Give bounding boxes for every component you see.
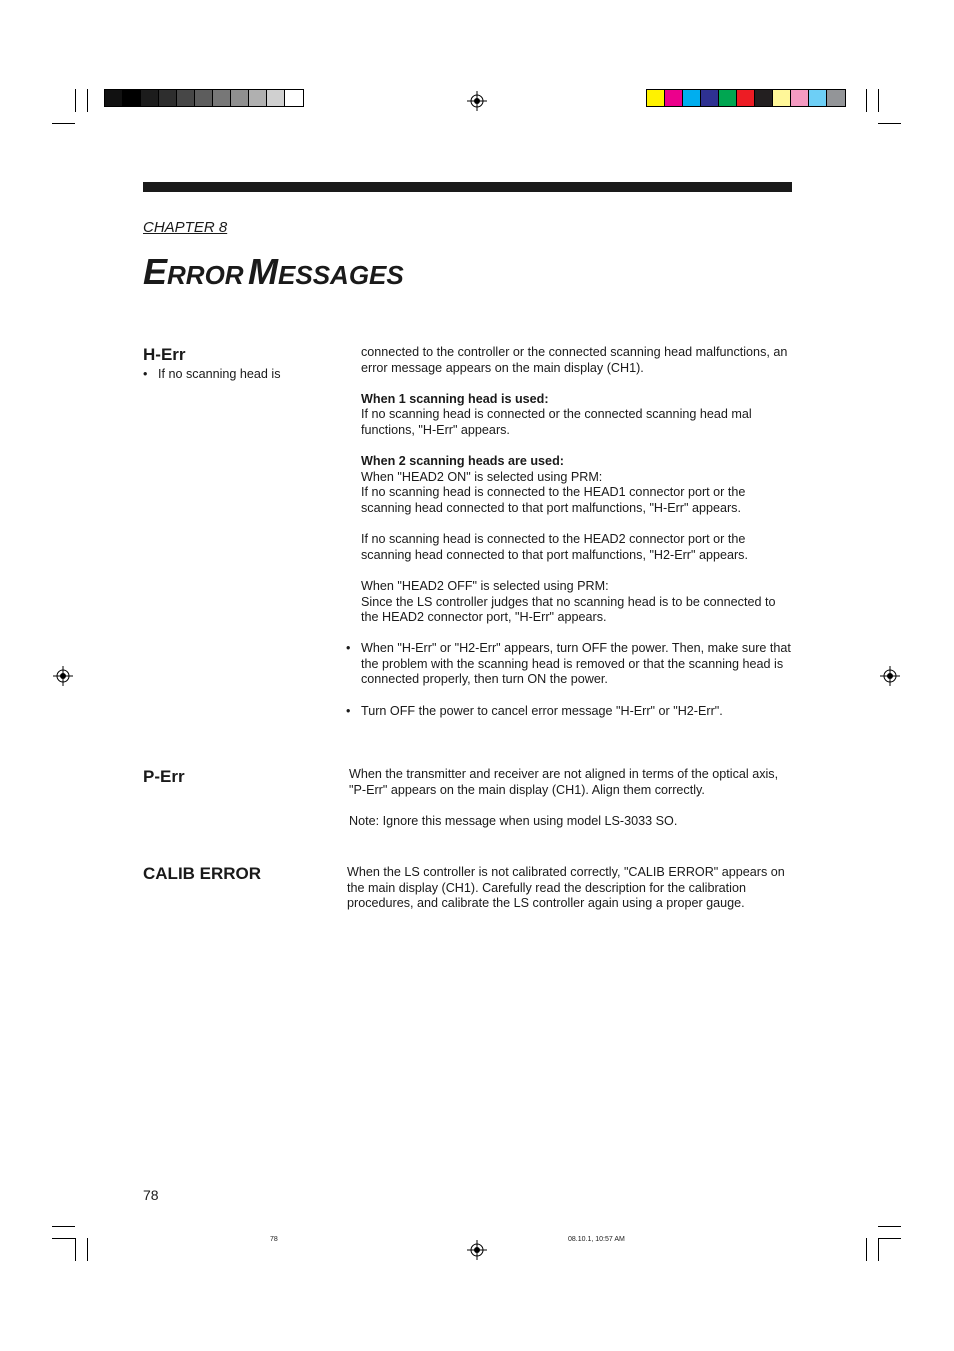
head2-on-text1: If no scanning head is connected to the HEAD1 connector port or the scanning head connected to that port malfunctions, "H-Err" appears. bbox=[361, 485, 746, 515]
color-swatch bbox=[773, 90, 791, 106]
color-swatch bbox=[195, 90, 213, 106]
p-err-text: When the transmitter and receiver are not aligned in terms of the optical axis, "P-Err" appears on the main display (CH1). Align them correctly. bbox=[349, 767, 779, 797]
crop-mark bbox=[75, 1238, 76, 1261]
crop-mark bbox=[878, 1238, 901, 1239]
p-err-body bbox=[349, 767, 779, 829]
registration-target-icon bbox=[880, 666, 900, 686]
p-err-note: Note: Ignore this message when using model LS-3033 SO. bbox=[349, 813, 678, 828]
crop-mark bbox=[52, 123, 75, 124]
color-swatch bbox=[701, 90, 719, 106]
color-swatch bbox=[665, 90, 683, 106]
title-initial: E bbox=[143, 251, 168, 292]
h-err-intro: connected to the controller or the connected scanning head malfunctions, an error message appears on the main display (CH1). bbox=[361, 345, 788, 375]
header-rule bbox=[143, 182, 792, 192]
calib-error-text: When the LS controller is not calibrated correctly, "CALIB ERROR" appears on the main display (CH1). Carefully read the description for the calibration procedures, and calibrate the LS controller again using a proper gauge. bbox=[347, 865, 785, 911]
color-swatch bbox=[791, 90, 809, 106]
crop-mark bbox=[52, 1226, 75, 1227]
head2-on-text2: If no scanning head is connected to the HEAD2 connector port or the scanning head connected to that port malfunctions, "H2-Err" appears. bbox=[361, 532, 748, 562]
page-number: 78 bbox=[143, 1187, 159, 1203]
h-err-bullet-left: • If no scanning head is bbox=[143, 367, 358, 383]
crop-mark bbox=[87, 89, 88, 112]
registration-target-icon bbox=[53, 666, 73, 686]
color-swatch bbox=[737, 90, 755, 106]
crop-mark bbox=[878, 123, 901, 124]
crop-mark bbox=[878, 1238, 879, 1261]
color-swatch bbox=[683, 90, 701, 106]
two-heads-heading: When 2 scanning heads are used: bbox=[361, 454, 564, 469]
crop-mark bbox=[878, 1226, 901, 1227]
head2-off-text: Since the LS controller judges that no scanning head is to be connected to the HEAD2 connector port, "H-Err" appears. bbox=[361, 594, 776, 625]
chapter-label: CHAPTER 8 bbox=[143, 219, 228, 236]
section-heading-h-err: H-Err bbox=[143, 345, 186, 364]
color-swatch bbox=[827, 90, 845, 106]
head2-on-label: When "HEAD2 ON" is selected using PRM: bbox=[361, 469, 603, 484]
color-swatch bbox=[213, 90, 231, 106]
color-swatch bbox=[285, 90, 303, 106]
color-swatch bbox=[249, 90, 267, 106]
color-swatch bbox=[159, 90, 177, 106]
section-heading-calib-error: CALIB ERROR bbox=[143, 864, 262, 883]
registration-target-icon bbox=[467, 1240, 487, 1260]
one-head-heading: When 1 scanning head is used: bbox=[361, 391, 549, 406]
crop-mark bbox=[87, 1238, 88, 1261]
color-swatch bbox=[267, 90, 285, 106]
crop-mark bbox=[75, 89, 76, 112]
color-swatch bbox=[719, 90, 737, 106]
color-swatch bbox=[141, 90, 159, 106]
one-head-text: If no scanning head is connected or the connected scanning head mal functions, "H-Err" appears. bbox=[361, 407, 752, 437]
color-swatch bbox=[105, 90, 123, 106]
title-initial: M bbox=[248, 251, 279, 292]
calib-error-body bbox=[347, 865, 792, 912]
h-err-bullet-1: • When "H-Err" or "H2-Err" appears, turn OFF the power. Then, make sure that the problem with the scanning head is removed or that the scanning head is connected properly, then turn ON the power. bbox=[346, 641, 792, 688]
color-bar bbox=[646, 89, 846, 107]
color-swatch bbox=[177, 90, 195, 106]
slug-page-number: 78 bbox=[270, 1236, 278, 1243]
slug-timestamp: 08.10.1, 10:57 AM bbox=[568, 1236, 625, 1243]
registration-target-icon bbox=[467, 91, 487, 111]
head2-off-label: When "HEAD2 OFF" is selected using PRM: bbox=[361, 578, 609, 593]
color-swatch bbox=[809, 90, 827, 106]
grayscale-bar bbox=[104, 89, 304, 107]
crop-mark bbox=[52, 1238, 75, 1239]
title-small-caps: ESSAGES bbox=[278, 260, 404, 290]
color-swatch bbox=[755, 90, 773, 106]
color-swatch bbox=[231, 90, 249, 106]
section-heading-p-err: P-Err bbox=[143, 767, 185, 786]
h-err-body bbox=[346, 345, 792, 719]
crop-mark bbox=[866, 89, 867, 112]
h-err-bullet-2: • Turn OFF the power to cancel error message "H-Err" or "H2-Err". bbox=[346, 704, 792, 720]
crop-mark bbox=[878, 89, 879, 112]
title-small-caps: RROR bbox=[167, 260, 244, 290]
page-title bbox=[143, 252, 404, 300]
color-swatch bbox=[647, 90, 665, 106]
color-swatch bbox=[123, 90, 141, 106]
crop-mark bbox=[866, 1238, 867, 1261]
